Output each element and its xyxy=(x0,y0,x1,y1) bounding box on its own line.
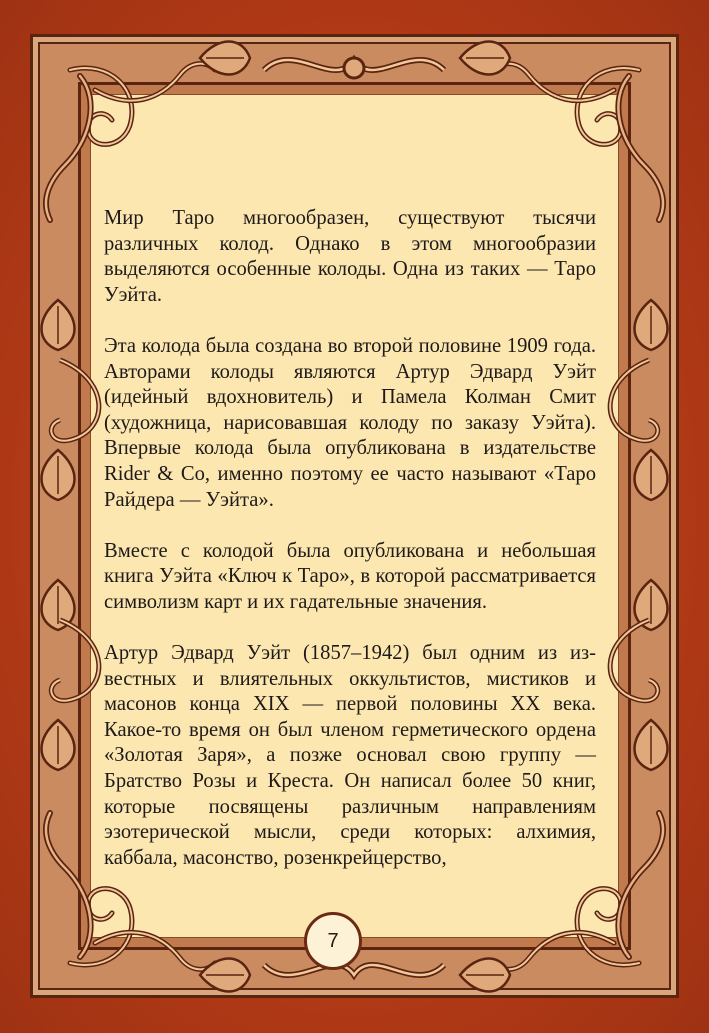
paragraph-3: Вместе с колодой была опубликована и небольшая книга Уэйта «Ключ к Таро», в которой рассматривается символизм карт и их гадательные значения. xyxy=(104,539,596,613)
paragraph-4: Артур Эдвард Уэйт (1857–1942) был одним из известных и влиятельных оккультистов, мистиков и масонов конца XIX — первой половины XX века. Какое-то время он был членом герметического ордена «Золотая Заря», а позже основал свою группу — Братство Розы и Креста. Он написал более 50 книг, которые посвящены различным направлениям эзотерической мысли, среди которых: алхимия, каббала, масонство, розенкрейцерство, xyxy=(104,642,596,869)
paragraph-1: Мир Таро многообразен, существуют тысячи различных колод. Однако в этом многообразии выделяются особенные колоды. Одна из таких — Таро Уэйта. xyxy=(104,207,596,306)
main-text xyxy=(104,206,596,897)
page-number: 7 xyxy=(304,912,362,970)
paragraph-2: Эта колода была создана во второй половине 1909 года. Авторами колоды являются Артур Эдвард Уэйт (идейный вдохновитель) и Памела Колман Смит (художница, нарисовавшая колоду по заказу Уэйта). Впервые колода была опубликована в издательстве Rider & Co, именно поэтому ее часто называют «Таро Райдера — Уэйта». xyxy=(104,334,596,511)
